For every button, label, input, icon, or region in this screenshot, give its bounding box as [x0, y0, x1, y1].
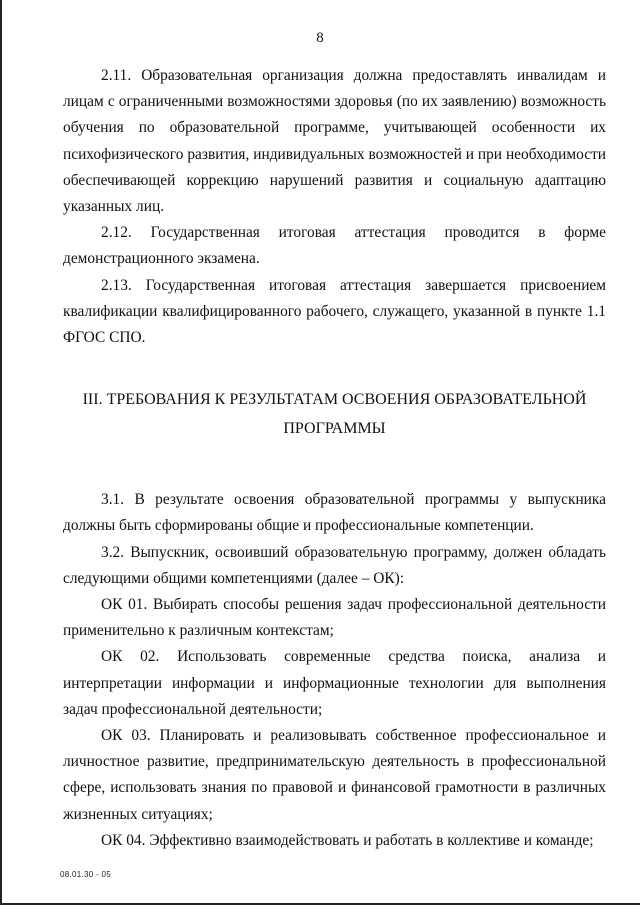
paragraph-2-12: 2.12. Государственная итоговая аттестация проводится в форме демонстрационного экзамена.	[63, 224, 606, 268]
paragraph-2-13: 2.13. Государственная итоговая аттестация завершается присвоением квалификации квалифицированного рабочего, служащего, указанной в пункте 1.1 ФГОС СПО.	[63, 276, 606, 347]
competency-ok-01: ОК 01. Выбирать способы решения задач профессиональной деятельности применительно к различным контекстам;	[63, 596, 606, 640]
paragraph-3-2: 3.2. Выпускник, освоивший образовательную программу, должен обладать следующими общими компетенциями (далее – ОК):	[63, 543, 606, 587]
competency-ok-02: ОК 02. Использовать современные средства поиска, анализа и интерпретации информации и информационные технологии для выполнения задач профессиональной деятельности;	[63, 648, 606, 718]
competency-ok-03: ОК 03. Планировать и реализовывать собственное профессиональное и личностное развитие, предпринимательскую деятельность в профессиональной сфере, использовать знания по правовой и финансовой грамотности в различных жизненных ситуациях;	[63, 727, 606, 823]
footer-document-code: 08.01.30 - 05	[60, 870, 112, 879]
page-number: 8	[316, 30, 324, 46]
section-heading-line-1: III. ТРЕБОВАНИЯ К РЕЗУЛЬТАТАМ ОСВОЕНИЯ ОБРАЗОВАТЕЛЬНОЙ	[82, 391, 587, 409]
section-heading	[63, 385, 606, 443]
competency-ok-04: ОК 04. Эффективно взаимодействовать и работать в коллективе и команде;	[101, 831, 594, 849]
paragraph-3-1: 3.1. В результате освоения образовательной программы у выпускника должны быть сформированы общие и профессиональные компетенции.	[63, 491, 606, 535]
document-body	[63, 63, 606, 854]
paragraph-2-11: 2.11. Образовательная организация должна предоставлять инвалидам и лицам с ограниченными возможностями здоровья (по их заявлению) возможность обучения по образовательной программе, учитывающей особенности их психофизического развития, индивидуальных возможностей и при необходимости обеспечивающей коррекцию нарушений развития и социальную адаптацию указанных лиц.	[63, 67, 606, 216]
section-heading-line-2: ПРОГРАММЫ	[283, 420, 386, 438]
